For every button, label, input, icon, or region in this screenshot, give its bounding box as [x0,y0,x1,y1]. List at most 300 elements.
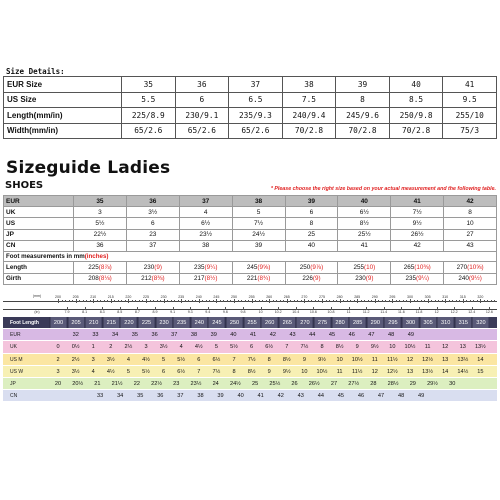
table-cell: 43 [444,240,497,251]
table-cell: 36 [74,240,127,251]
table-cell [444,273,497,285]
mm-tick [65,300,66,302]
size-note: * Please choose the right size based on your actual measurement and the following table. [270,186,496,192]
chart-row-label: US W [10,368,24,375]
mm-tick [241,300,242,302]
chart-cell: 40 [230,332,237,339]
sizeguide-row [4,207,497,218]
mm-tick [160,300,161,302]
table-cell: 6 [285,207,338,218]
mm-tick [72,300,73,302]
mm-tick [139,300,140,302]
in-tick-label: 12 [434,310,439,314]
chart-cell: 46 [348,332,355,339]
chart-row-cells [51,378,497,389]
in-tick [331,307,332,310]
in-tick [437,307,438,310]
table-cell: 3 [74,207,127,218]
in-tick-label: 9.6 [222,310,228,314]
table-cell [338,262,391,274]
table-cell: 42 [444,196,497,207]
chart-cell: 5 [126,368,130,375]
chart-cell: 8 [232,368,236,375]
chart-cell: 14 [477,356,484,363]
chart-row-cells [51,341,497,352]
chart-cell: 28 [370,380,377,387]
mm-tick-label: 240 [195,295,202,299]
in-tick [208,307,209,310]
chart-cell: 12 [406,356,414,363]
row-label: Length [4,262,74,274]
mm-tick [357,299,358,303]
size-chart-row [3,329,497,341]
table-cell: 40 [338,196,391,207]
mm-tick-label: 215 [107,295,114,299]
mm-tick [132,300,133,302]
mm-tick [287,299,288,303]
in-tick-label: 10.4 [292,310,300,314]
chart-cell: 220 [120,317,137,328]
mm-tick [273,300,274,302]
mm-tick-label: 310 [442,295,449,299]
row-label: Length(mm/in) [4,108,122,124]
mm-tick [477,300,478,302]
mm-tick [97,300,98,302]
mm-tick [361,300,362,302]
chart-cell: 26½ [308,380,320,387]
in-tick [190,307,191,310]
chart-cell: 27½ [348,380,360,387]
table-cell: 39 [336,77,390,93]
chart-cell: 250 [225,317,242,328]
size-details-row [4,77,497,93]
chart-cell: 11 [371,356,378,363]
chart-cell: 225 [137,317,154,328]
mm-tick [171,300,172,302]
mm-tick [86,300,87,302]
table-cell: 6½ [179,218,232,229]
mm-tick [125,300,126,302]
paren-open: ( [257,263,260,271]
row-label: Girth [4,273,74,285]
chart-cell: 0 [56,344,60,351]
mm-tick [428,299,429,303]
in-tick [102,307,103,310]
mm-tick [301,300,302,302]
chart-cell: 44 [309,332,316,339]
chart-cell: 230 [155,317,172,328]
mm-tick [389,300,390,302]
table-cell [74,262,127,274]
in-tick [489,307,490,310]
mm-tick [76,299,77,303]
chart-cell: 8 [267,356,271,363]
mm-tick [382,300,383,302]
chart-cell: 20 [54,380,62,387]
mm-tick [262,300,263,302]
mm-tick [364,300,365,302]
mm-tick [118,300,119,302]
chart-row-label: EUR [10,332,21,339]
mm-tick [220,300,221,302]
foot-measurements-table [3,261,497,285]
chart-cell: 5½ [177,356,186,363]
size-chart-row [3,317,497,329]
mm-tick [399,300,400,302]
inch-value: 10⅜ [416,263,429,271]
in-tick [296,307,297,310]
size-chart-row [3,390,497,402]
mm-tick [392,299,393,303]
chart-cell: 2 [109,344,113,351]
chart-cell: 23 [173,380,180,387]
mm-tick [255,300,256,302]
chart-cell: 13 [406,368,414,375]
chart-cell: 2½ [71,356,80,363]
chart-cell: 12 [442,344,449,351]
sizeguide-row [4,229,497,240]
inch-value: 8¾ [259,275,269,283]
chart-cell: 5½ [142,368,150,375]
chart-cell: 7½ [212,368,221,375]
chart-cell: 235 [173,317,190,328]
table-cell [126,262,179,274]
chart-row-label: JP [10,380,16,387]
mm-tick-label: 295 [389,295,396,299]
table-cell: 39 [285,196,338,207]
mm-value: 208 [88,275,99,283]
paren-open: ( [204,263,207,271]
mm-tick [199,299,200,303]
ruler-line [3,301,497,302]
paren-open: ( [98,263,101,271]
chart-cell: 4 [126,356,130,363]
chart-row-cells [51,366,497,377]
in-tick [366,307,367,310]
mm-tick [146,299,147,303]
mm-tick [326,300,327,302]
mm-tick [93,299,94,303]
mm-tick [318,300,319,302]
mm-tick [421,300,422,302]
chart-cell: 7½ [300,344,309,351]
chart-cell: 315 [454,317,471,328]
size-chart-row [3,341,497,353]
mm-tick-label: 315 [459,295,466,299]
chart-cell: 5½ [230,344,238,351]
chart-cell: 240 [190,317,207,328]
in-tick [85,307,86,310]
chart-cell: 280 [331,317,348,328]
chart-cell: 7 [285,344,289,351]
chart-row-cells [51,354,497,365]
mm-tick [438,300,439,302]
size-details-row [4,123,497,139]
mm-value: 212 [141,275,152,283]
in-tick-label: 12.2 [450,310,458,314]
table-cell: 8 [336,92,390,108]
inch-value: 9 [156,263,160,271]
mm-tick [111,299,112,303]
mm-tick [491,300,492,302]
mm-tick [375,299,376,303]
chart-cell: 15 [477,368,484,375]
mm-value: 235 [193,263,205,271]
mm-tick [150,300,151,302]
chart-cell: 49 [418,393,425,400]
chart-row-cells [51,390,497,401]
mm-tick [463,299,464,303]
table-cell: 5.5 [122,92,176,108]
mm-tick [227,300,228,302]
table-cell [444,262,497,274]
row-label: US [4,218,74,229]
inch-value: 9 [314,275,319,283]
chart-cell: 11 [424,344,431,351]
mm-tick [473,300,474,302]
mm-tick [308,300,309,302]
table-cell: 7.5 [282,92,336,108]
chart-cell: 12 [371,368,378,375]
chart-cell: 3½ [71,368,80,375]
chart-cell: 200 [49,317,66,328]
table-cell: 27 [444,229,497,240]
paren-close: ) [481,263,484,271]
mm-tick-label: 320 [477,295,484,299]
table-cell: 225/8.9 [122,108,176,124]
chart-cell: 12½ [386,368,398,375]
chart-row-cells [51,329,497,340]
chart-cell: 45 [337,393,345,400]
mm-tick-label: 250 [231,295,237,299]
chart-cell: 22 [133,380,140,387]
chart-cell: 6½ [177,368,186,375]
shoes-heading: SHOES [5,180,44,191]
chart-cell: 43 [289,332,296,339]
mm-tick-label: 245 [213,295,220,299]
chart-cell: 9 [302,356,306,363]
in-tick-label: 8.3 [99,310,105,314]
in-tick [401,307,402,310]
mm-tick [248,300,249,302]
paren-open: ( [414,263,417,271]
paren-close: ) [371,275,374,283]
size-details-title: Size Details: [6,67,65,76]
chart-cell: 6 [250,344,254,351]
chart-cell: 9 [355,344,359,351]
size-chart-row [3,354,497,366]
chart-cell: 24½ [229,380,241,387]
table-cell: 3½ [126,207,179,218]
size-chart-row [3,366,497,378]
table-cell: 5 [232,207,285,218]
mm-tick [107,300,108,302]
chart-cell: 13½ [457,356,469,363]
chart-cell: 6½ [212,356,221,363]
chart-cell: 45 [328,332,336,339]
length-ruler [3,294,497,316]
in-tick-label: 8.7 [134,310,140,314]
chart-cell: 29½ [427,380,438,387]
table-cell: 6.5 [229,92,283,108]
mm-tick-label: 260 [266,295,273,299]
mm-tick [100,300,101,302]
paren-close: ) [428,263,431,271]
table-cell: 75/3 [443,123,497,139]
mm-value: 265 [403,263,415,271]
chart-cell: 12½ [422,356,434,363]
mm-tick [343,300,344,302]
chart-cell: 7½ [247,356,256,363]
mm-tick [304,299,305,303]
chart-cell: 2 [56,356,60,363]
in-tick [419,307,420,310]
sizeguide-table [3,195,497,252]
chart-cell: 8 [320,344,324,351]
paren-open: ( [151,275,154,283]
mm-tick [283,300,284,302]
mm-tick [484,300,485,302]
chart-cell: 0½ [71,344,80,351]
inch-value: 8⅜ [153,275,163,283]
foot-measurements-heading [3,251,497,261]
mm-tick [480,299,481,303]
chart-cell: 205 [67,317,84,328]
table-cell [338,273,391,285]
mm-tick [153,300,154,302]
chart-cell: 4 [91,368,95,375]
chart-cell: 11 [336,368,343,375]
in-tick [454,307,455,310]
chart-cell: 23½ [190,380,202,387]
mm-tick [79,300,80,302]
in-tick [349,307,350,310]
mm-tick [230,300,231,302]
chart-cell: 260 [261,317,278,328]
mm-tick [347,300,348,302]
table-cell: 65/2.6 [122,123,176,139]
table-cell: 255/10 [443,108,497,124]
mm-tick [181,299,182,303]
mm-tick-label: 290 [371,295,378,299]
chart-cell: 13 [442,356,449,363]
chart-cell: 34 [112,332,119,339]
mm-tick [121,300,122,302]
chart-cell: 37 [171,332,178,339]
size-conversion-chart [3,317,497,402]
table-cell: 9.5 [443,92,497,108]
table-cell: 26½ [391,229,444,240]
table-cell [126,273,179,285]
mm-tick [178,300,179,302]
mm-tick [371,300,372,302]
table-cell [179,262,232,274]
table-cell: 5½ [74,218,127,229]
inch-value: 10⅝ [469,263,482,271]
table-cell: 37 [229,77,283,93]
mm-tick [431,300,432,302]
table-cell: 39 [232,240,285,251]
mm-tick [234,299,235,303]
paren-close: ) [109,275,112,283]
foot-measurements-unit: (inches) [84,253,109,260]
mm-tick [280,300,281,302]
table-cell: 35 [74,196,127,207]
sizeguide-row [4,218,497,229]
chart-cell: 4 [179,344,183,351]
mm-tick [414,300,415,302]
chart-cell: 4½ [194,344,203,351]
chart-cell: 3 [144,344,148,351]
sizeguide-header-row [4,196,497,207]
in-tick [225,307,226,310]
mm-tick [276,300,277,302]
chart-cell: 270 [296,317,313,328]
in-tick-label: 8.1 [82,310,88,314]
chart-cell: 21½ [111,380,123,387]
table-cell: 23 [126,229,179,240]
paren-close: ) [426,275,429,283]
mm-tick [311,300,312,302]
mm-tick [403,300,404,302]
mm-tick [238,300,239,302]
paren-open: ( [310,263,313,271]
table-cell: 25 [285,229,338,240]
mm-value: 225 [88,263,99,271]
in-tick-label: 10 [258,310,263,314]
paren-open: ( [468,275,471,283]
chart-cell: 35 [137,393,144,400]
in-tick [472,307,473,310]
chart-row-cells [51,317,497,328]
table-cell: 8.5 [389,92,443,108]
table-cell: 23½ [179,229,232,240]
chart-cell: 5 [214,344,218,351]
in-tick-label: 10.8 [327,310,335,314]
mm-tick [185,300,186,302]
table-cell: 8 [285,218,338,229]
mm-tick-label: 275 [319,295,325,299]
chart-cell: 34 [117,393,124,400]
chart-cell: 285 [349,317,366,328]
mm-tick [192,300,193,302]
chart-cell: 14 [442,368,449,375]
inch-value: 9¼ [418,275,427,283]
foot-measurements-title: Foot measurements in mm [6,253,85,260]
size-details-table [3,76,497,139]
chart-cell: 10 [336,356,343,363]
chart-cell: 6½ [265,344,274,351]
mm-value: 230 [143,263,155,271]
mm-tick [69,300,70,302]
chart-cell: 11½ [387,356,398,363]
paren-open: ( [312,275,315,283]
paren-close: ) [373,263,376,271]
chart-cell: 8½ [335,344,344,351]
mm-tick [435,300,436,302]
chart-cell: 13½ [422,368,434,375]
in-tick-label: 7.9 [64,310,70,314]
in-tick-label: 10.6 [309,310,317,314]
mm-tick [104,300,105,302]
chart-cell: 35 [131,332,138,339]
row-label: UK [4,207,74,218]
table-cell: 36 [126,196,179,207]
mm-value: 240 [458,275,469,283]
mm-tick [322,299,323,303]
mm-tick [206,300,207,302]
chart-cell: 265 [278,317,295,328]
